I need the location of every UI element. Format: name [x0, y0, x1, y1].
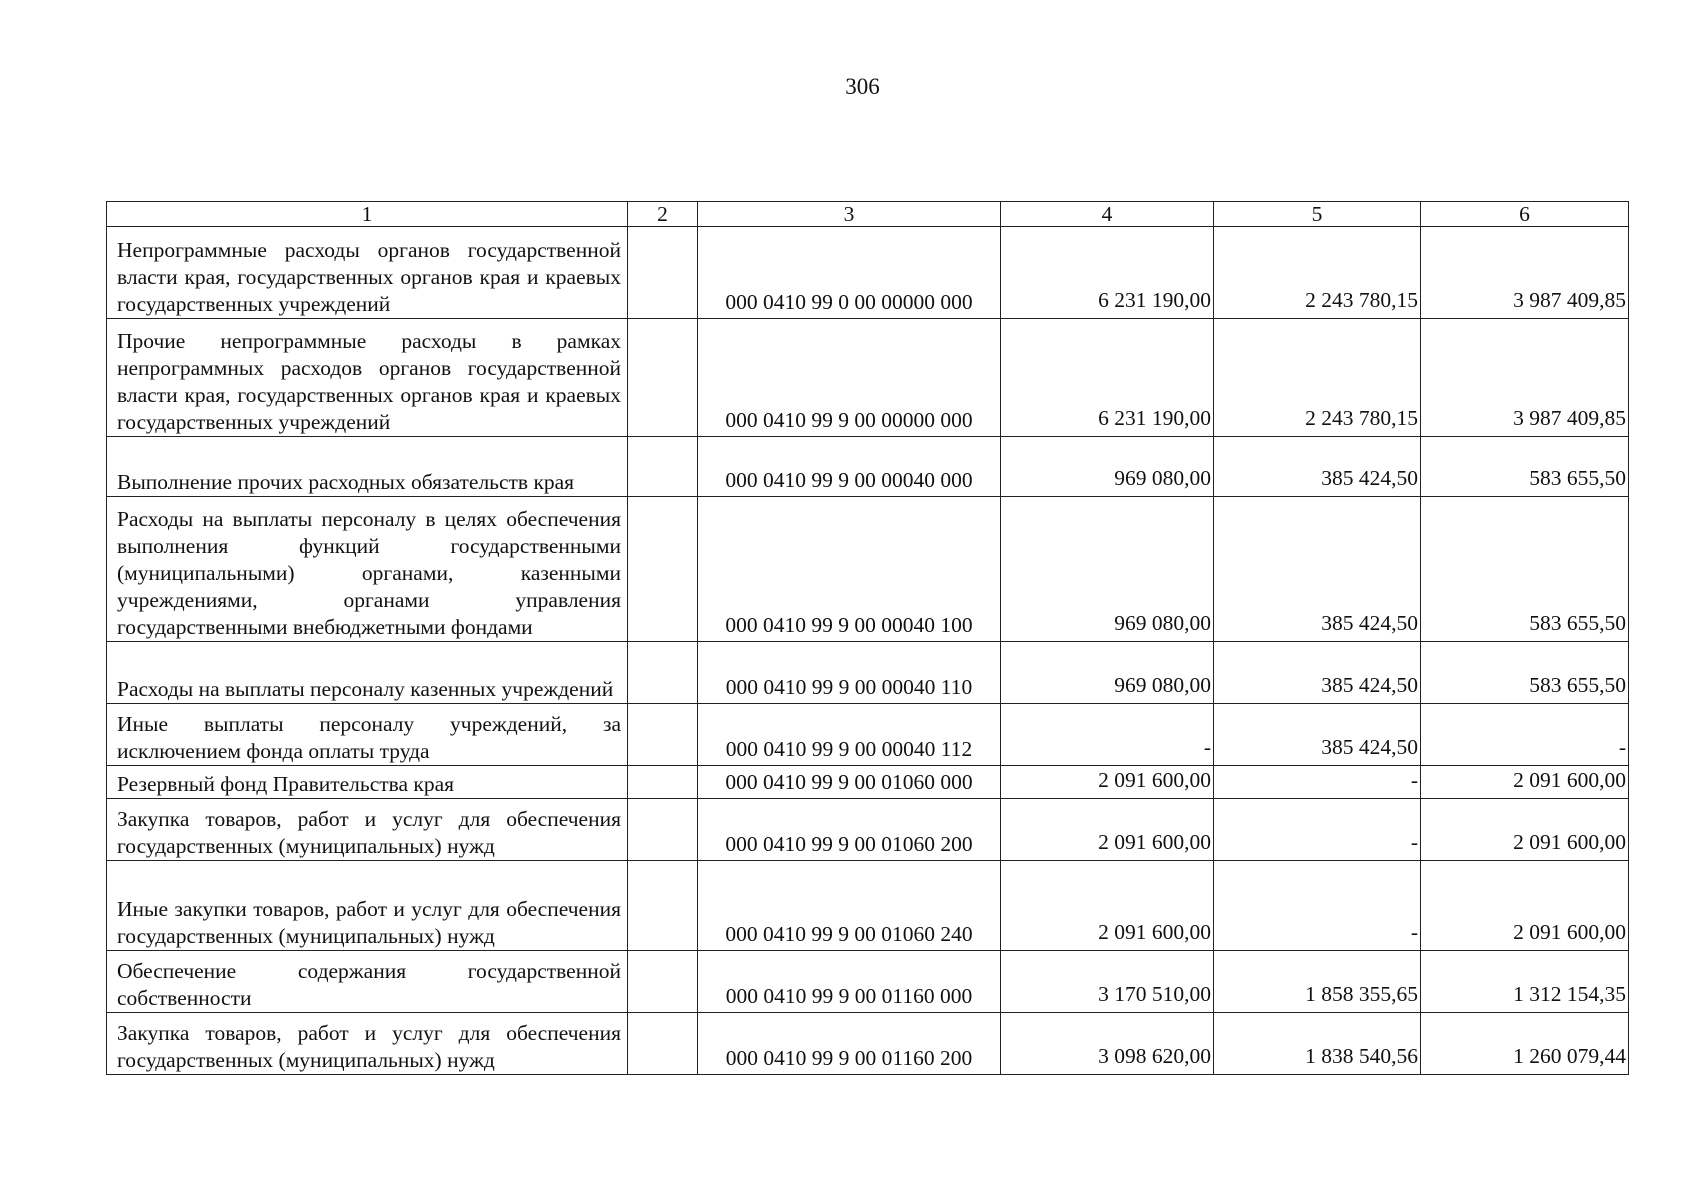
row-value-col5: 2 243 780,15 — [1214, 227, 1421, 319]
table-row — [107, 319, 1629, 437]
row-value-col4: 969 080,00 — [1001, 642, 1214, 704]
table-row — [107, 642, 1629, 704]
row-name: Выполнение прочих расходных обязательств края — [107, 437, 628, 497]
row-col2 — [628, 1013, 698, 1075]
table-row — [107, 766, 1629, 799]
row-col2 — [628, 766, 698, 799]
row-value-col6: 3 987 409,85 — [1421, 319, 1629, 437]
header-col-2: 2 — [628, 202, 698, 227]
row-value-col5: - — [1214, 861, 1421, 951]
row-name: Прочие непрограммные расходы в рамках непрограммных расходов органов государственной власти края, государственных органов края и краевых государственных учреждений — [107, 319, 628, 437]
row-code: 000 0410 99 9 00 01160 200 — [698, 1013, 1001, 1075]
row-name: Закупка товаров, работ и услуг для обеспечения государственных (муниципальных) нужд — [107, 1013, 628, 1075]
table-row — [107, 799, 1629, 861]
row-code: 000 0410 99 9 00 00040 000 — [698, 437, 1001, 497]
table-row — [107, 951, 1629, 1013]
row-col2 — [628, 799, 698, 861]
header-col-1: 1 — [107, 202, 628, 227]
row-value-col6: 2 091 600,00 — [1421, 799, 1629, 861]
header-col-4: 4 — [1001, 202, 1214, 227]
row-name: Расходы на выплаты персоналу в целях обеспечения выполнения функций государственными (муниципальными) органами, казенными учреждениями, органами управления государственными внебюджетными фондами — [107, 497, 628, 642]
row-name: Резервный фонд Правительства края — [107, 766, 628, 799]
row-value-col4: 969 080,00 — [1001, 497, 1214, 642]
row-value-col6: - — [1421, 704, 1629, 766]
row-code: 000 0410 99 0 00 00000 000 — [698, 227, 1001, 319]
row-value-col4: 2 091 600,00 — [1001, 861, 1214, 951]
row-value-col4: - — [1001, 704, 1214, 766]
row-code: 000 0410 99 9 00 01060 200 — [698, 799, 1001, 861]
row-value-col6: 583 655,50 — [1421, 437, 1629, 497]
row-value-col6: 1 260 079,44 — [1421, 1013, 1629, 1075]
table-row — [107, 1013, 1629, 1075]
row-value-col5: 1 838 540,56 — [1214, 1013, 1421, 1075]
row-value-col5: 385 424,50 — [1214, 642, 1421, 704]
row-value-col5: 385 424,50 — [1214, 704, 1421, 766]
row-value-col5: - — [1214, 799, 1421, 861]
row-col2 — [628, 642, 698, 704]
header-col-6: 6 — [1421, 202, 1629, 227]
row-value-col4: 6 231 190,00 — [1001, 319, 1214, 437]
row-value-col5: 2 243 780,15 — [1214, 319, 1421, 437]
row-code: 000 0410 99 9 00 01160 000 — [698, 951, 1001, 1013]
row-col2 — [628, 861, 698, 951]
row-value-col5: 385 424,50 — [1214, 437, 1421, 497]
row-value-col6: 583 655,50 — [1421, 497, 1629, 642]
row-value-col4: 2 091 600,00 — [1001, 799, 1214, 861]
row-value-col4: 3 170 510,00 — [1001, 951, 1214, 1013]
row-col2 — [628, 497, 698, 642]
table-row — [107, 704, 1629, 766]
header-col-5: 5 — [1214, 202, 1421, 227]
page-number: 306 — [845, 74, 880, 99]
row-value-col4: 3 098 620,00 — [1001, 1013, 1214, 1075]
table-row — [107, 497, 1629, 642]
header-row — [107, 202, 1629, 227]
budget-table — [106, 201, 1629, 1075]
row-code: 000 0410 99 9 00 00000 000 — [698, 319, 1001, 437]
row-name: Закупка товаров, работ и услуг для обеспечения государственных (муниципальных) нужд — [107, 799, 628, 861]
table-row — [107, 861, 1629, 951]
row-name: Иные выплаты персоналу учреждений, за исключением фонда оплаты труда — [107, 704, 628, 766]
row-code: 000 0410 99 9 00 01060 240 — [698, 861, 1001, 951]
row-col2 — [628, 437, 698, 497]
row-value-col6: 2 091 600,00 — [1421, 766, 1629, 799]
row-value-col5: 1 858 355,65 — [1214, 951, 1421, 1013]
row-code: 000 0410 99 9 00 01060 000 — [698, 766, 1001, 799]
row-name: Обеспечение содержания государственной собственности — [107, 951, 628, 1013]
table-row — [107, 227, 1629, 319]
row-col2 — [628, 319, 698, 437]
row-value-col6: 1 312 154,35 — [1421, 951, 1629, 1013]
row-value-col6: 3 987 409,85 — [1421, 227, 1629, 319]
row-code: 000 0410 99 9 00 00040 112 — [698, 704, 1001, 766]
row-value-col5: - — [1214, 766, 1421, 799]
row-name: Иные закупки товаров, работ и услуг для обеспечения государственных (муниципальных) нужд — [107, 861, 628, 951]
row-value-col6: 2 091 600,00 — [1421, 861, 1629, 951]
table-row — [107, 437, 1629, 497]
header-col-3: 3 — [698, 202, 1001, 227]
row-col2 — [628, 951, 698, 1013]
row-value-col4: 2 091 600,00 — [1001, 766, 1214, 799]
row-name: Расходы на выплаты персоналу казенных учреждений — [107, 642, 628, 704]
row-value-col5: 385 424,50 — [1214, 497, 1421, 642]
row-col2 — [628, 227, 698, 319]
row-name: Непрограммные расходы органов государственной власти края, государственных органов края и краевых государственных учреждений — [107, 227, 628, 319]
row-value-col6: 583 655,50 — [1421, 642, 1629, 704]
row-code: 000 0410 99 9 00 00040 100 — [698, 497, 1001, 642]
row-value-col4: 969 080,00 — [1001, 437, 1214, 497]
row-code: 000 0410 99 9 00 00040 110 — [698, 642, 1001, 704]
row-col2 — [628, 704, 698, 766]
row-value-col4: 6 231 190,00 — [1001, 227, 1214, 319]
